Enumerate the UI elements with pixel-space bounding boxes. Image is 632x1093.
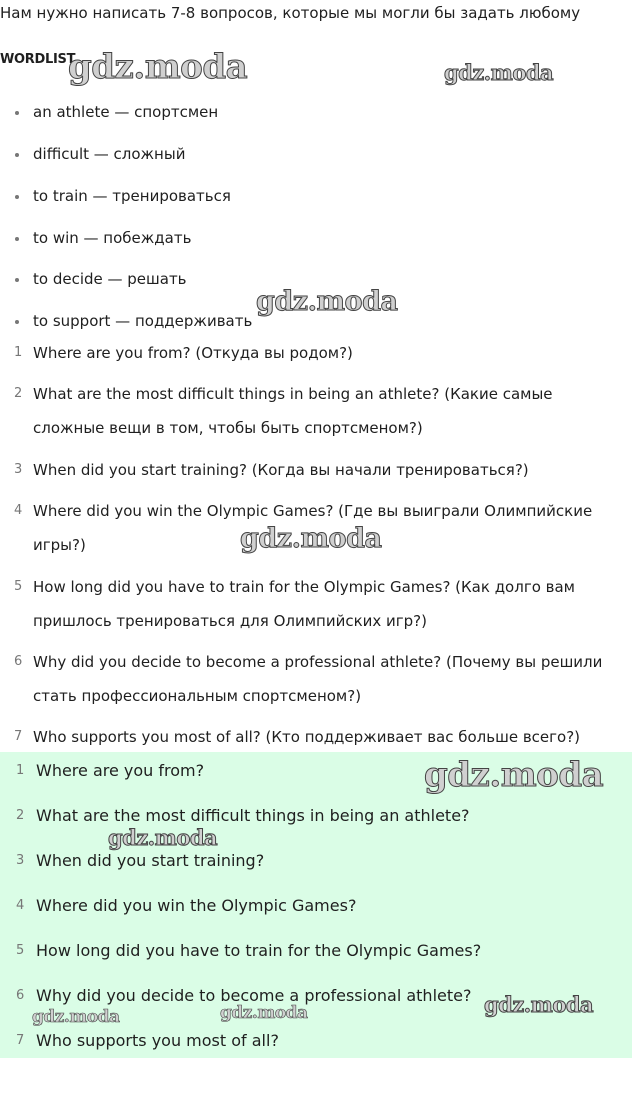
answer-item: 2 What are the most difficult things in being an athlete? — [16, 806, 470, 825]
wordlist-item: to win — побеждать — [0, 223, 632, 253]
answer-item: 7 Who supports you most of all? — [16, 1031, 279, 1050]
wordlist-item: to train — тренироваться — [0, 181, 632, 211]
bullet-dot-icon — [15, 153, 19, 157]
answer-item: 1 Where are you from? — [16, 761, 205, 780]
watermark: gdz.moda — [32, 1007, 120, 1027]
watermark: gdz.moda — [108, 825, 218, 850]
watermark: gdz.moda — [256, 286, 398, 317]
watermark: gdz.moda — [444, 60, 554, 85]
answer-item: 5 How long did you have to train for the Olympic Games? — [16, 941, 482, 960]
answer-item: 3 When did you start training? — [16, 851, 265, 870]
bullet-dot-icon — [15, 195, 19, 199]
watermark: gdz.moda — [68, 47, 248, 87]
wordlist-item: difficult — сложный — [0, 139, 632, 169]
wordlist-item: an athlete — спортсмен — [0, 97, 632, 127]
bullet-dot-icon — [15, 320, 19, 324]
answer-item: 6 Why did you decide to become a professional athlete? — [16, 986, 472, 1005]
watermark: gdz.moda — [424, 755, 604, 795]
wordlist-item: to decide — решать — [0, 264, 632, 294]
watermark: gdz.moda — [220, 1003, 308, 1023]
answer-item: 4 Where did you win the Olympic Games? — [16, 896, 357, 915]
wordlist-item: to support — поддерживать — [0, 306, 632, 336]
wordlist-heading: WORDLIST — [0, 52, 76, 67]
bullet-dot-icon — [15, 278, 19, 282]
bullet-dot-icon — [15, 111, 19, 115]
watermark: gdz.moda — [240, 523, 382, 554]
intro-text: Нам нужно написать 7-8 вопросов, которые мы могли бы задать любому — [0, 4, 581, 22]
bullet-dot-icon — [15, 237, 19, 241]
watermark: gdz.moda — [484, 992, 594, 1017]
